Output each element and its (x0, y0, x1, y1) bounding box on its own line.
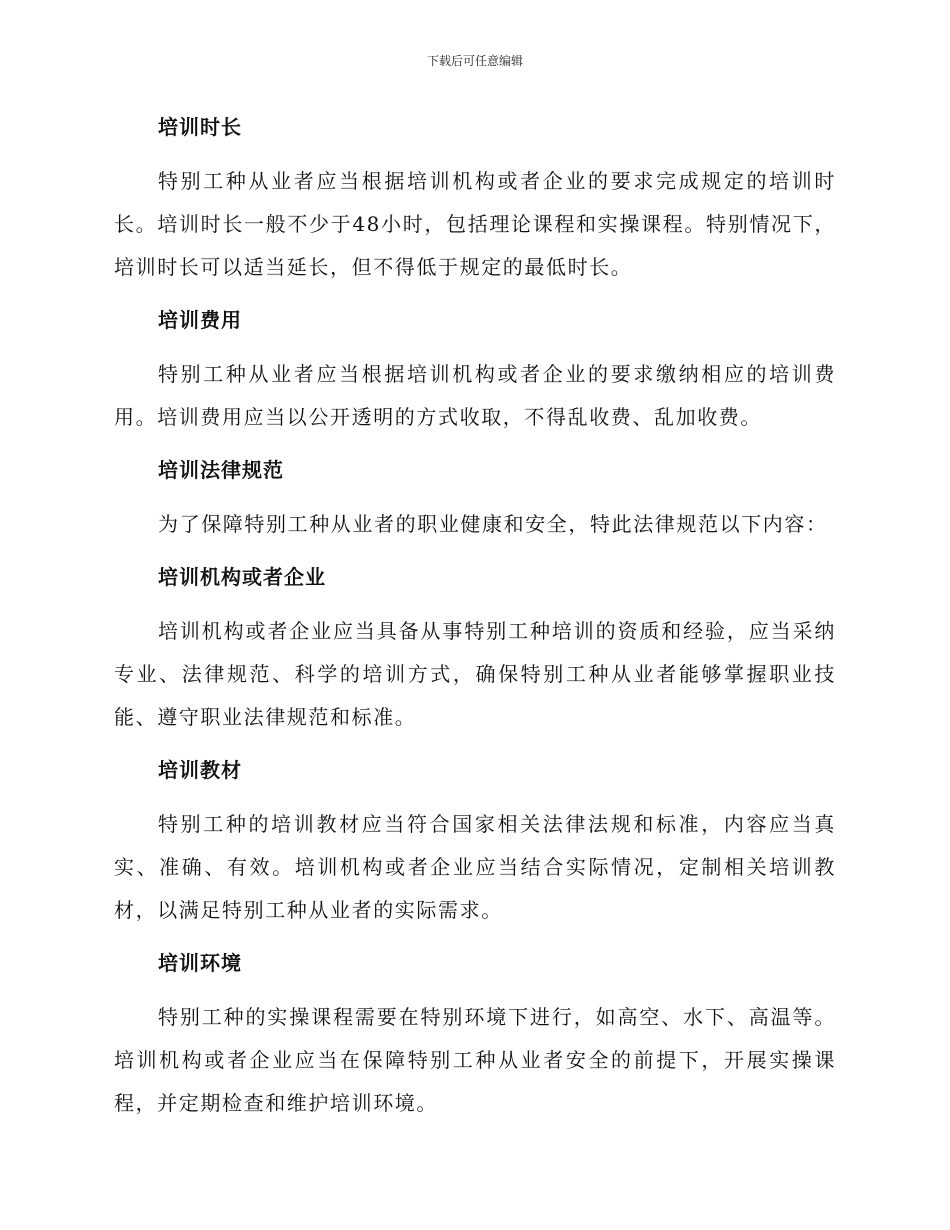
section-heading-institutions: 培训机构或者企业 (158, 565, 326, 589)
section-paragraph-duration: 特别工种从业者应当根据培训机构或者企业的要求完成规定的培训时长。培训时长一般不少于48小时，包括理论课程和实操课程。特别情况下，培训时长可以适当延长，但不得低于规定的最低时长。 (114, 169, 836, 279)
section-paragraph-materials: 特别工种的培训教材应当符合国家相关法律法规和标准，内容应当真实、准确、有效。培训机构或者企业应当结合实际情况，定制相关培训教材，以满足特别工种从业者的实际需求。 (114, 812, 836, 922)
page-header: 下载后可任意编辑 (426, 54, 523, 68)
section-heading-duration: 培训时长 (158, 115, 242, 139)
section-paragraph-environment: 特别工种的实操课程需要在特别环境下进行，如高空、水下、高温等。培训机构或者企业应当在保障特别工种从业者安全的前提下，开展实操课程，并定期检查和维护培训环境。 (114, 1005, 836, 1115)
document-body (114, 110, 836, 1125)
section-heading-legal-norms: 培训法律规范 (158, 458, 284, 482)
section-heading-fees: 培训费用 (158, 308, 242, 332)
section-paragraph-fees: 特别工种从业者应当根据培训机构或者企业的要求缴纳相应的培训费用。培训费用应当以公开透明的方式收取，不得乱收费、乱加收费。 (114, 362, 836, 429)
section-heading-environment: 培训环境 (158, 951, 242, 975)
section-heading-materials: 培训教材 (158, 758, 242, 782)
section-paragraph-legal-norms: 为了保障特别工种从业者的职业健康和安全，特此法律规范以下内容： (158, 512, 828, 536)
section-paragraph-institutions: 培训机构或者企业应当具备从事特别工种培训的资质和经验，应当采纳专业、法律规范、科学的培训方式，确保特别工种从业者能够掌握职业技能、遵守职业法律规范和标准。 (114, 619, 836, 729)
